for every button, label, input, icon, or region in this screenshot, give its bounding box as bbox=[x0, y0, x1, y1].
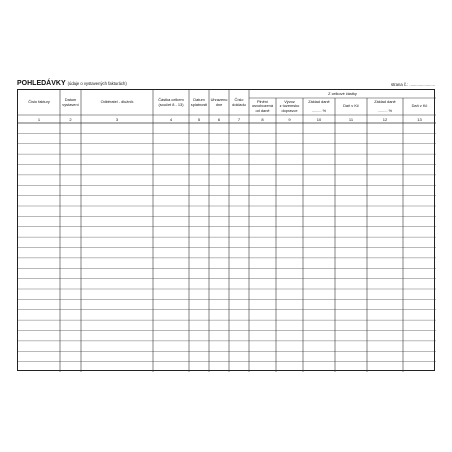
column-header-9: Vývoz z tuzemsko dopravce bbox=[279, 98, 300, 113]
column-header-6: Uhrazeno dne bbox=[210, 96, 228, 107]
column-number-4: 4 bbox=[169, 117, 173, 122]
column-header-1: Číslo faktury bbox=[28, 99, 50, 105]
column-number-13: 13 bbox=[417, 117, 422, 122]
column-header-12: Základ daně ......... % bbox=[374, 98, 396, 113]
column-header-8: Plnění osvobozená od daně bbox=[252, 98, 273, 113]
column-header-7: Číslo dokladu bbox=[232, 96, 246, 107]
column-number-6: 6 bbox=[217, 117, 221, 122]
table-grid bbox=[18, 90, 436, 372]
column-header-2: Datum vystavení bbox=[62, 96, 79, 107]
column-header-4: Částka celkem (součet 8 - 13) bbox=[158, 96, 184, 107]
column-header-13: Daň v Kč bbox=[411, 103, 428, 109]
column-number-3: 3 bbox=[115, 117, 119, 122]
column-number-11: 11 bbox=[348, 117, 354, 122]
column-number-12: 12 bbox=[382, 117, 388, 122]
page-number-field[interactable]: strana č.: ...................... bbox=[391, 82, 435, 87]
column-number-7: 7 bbox=[237, 117, 241, 122]
sheet-title bbox=[17, 80, 127, 87]
title-text: POHLEDÁVKY bbox=[17, 80, 66, 87]
sheet-subtitle: (údaje o vystavených fakturách) bbox=[67, 81, 127, 86]
column-number-10: 10 bbox=[316, 117, 322, 122]
column-number-2: 2 bbox=[69, 117, 72, 122]
column-number-1: 1 bbox=[37, 117, 41, 122]
column-number-5: 5 bbox=[197, 117, 201, 122]
column-header-5: Datum splatnosti bbox=[190, 96, 208, 107]
column-header-11: Daň v Kč bbox=[343, 103, 359, 109]
column-header-10: Základ daně ......... % bbox=[308, 98, 330, 113]
group-header: Z celkové částky bbox=[328, 90, 357, 96]
column-header-3: Odběratel - dlužník bbox=[100, 99, 134, 105]
column-number-9: 9 bbox=[288, 117, 291, 122]
receivables-table bbox=[17, 89, 435, 371]
column-number-8: 8 bbox=[261, 117, 264, 122]
